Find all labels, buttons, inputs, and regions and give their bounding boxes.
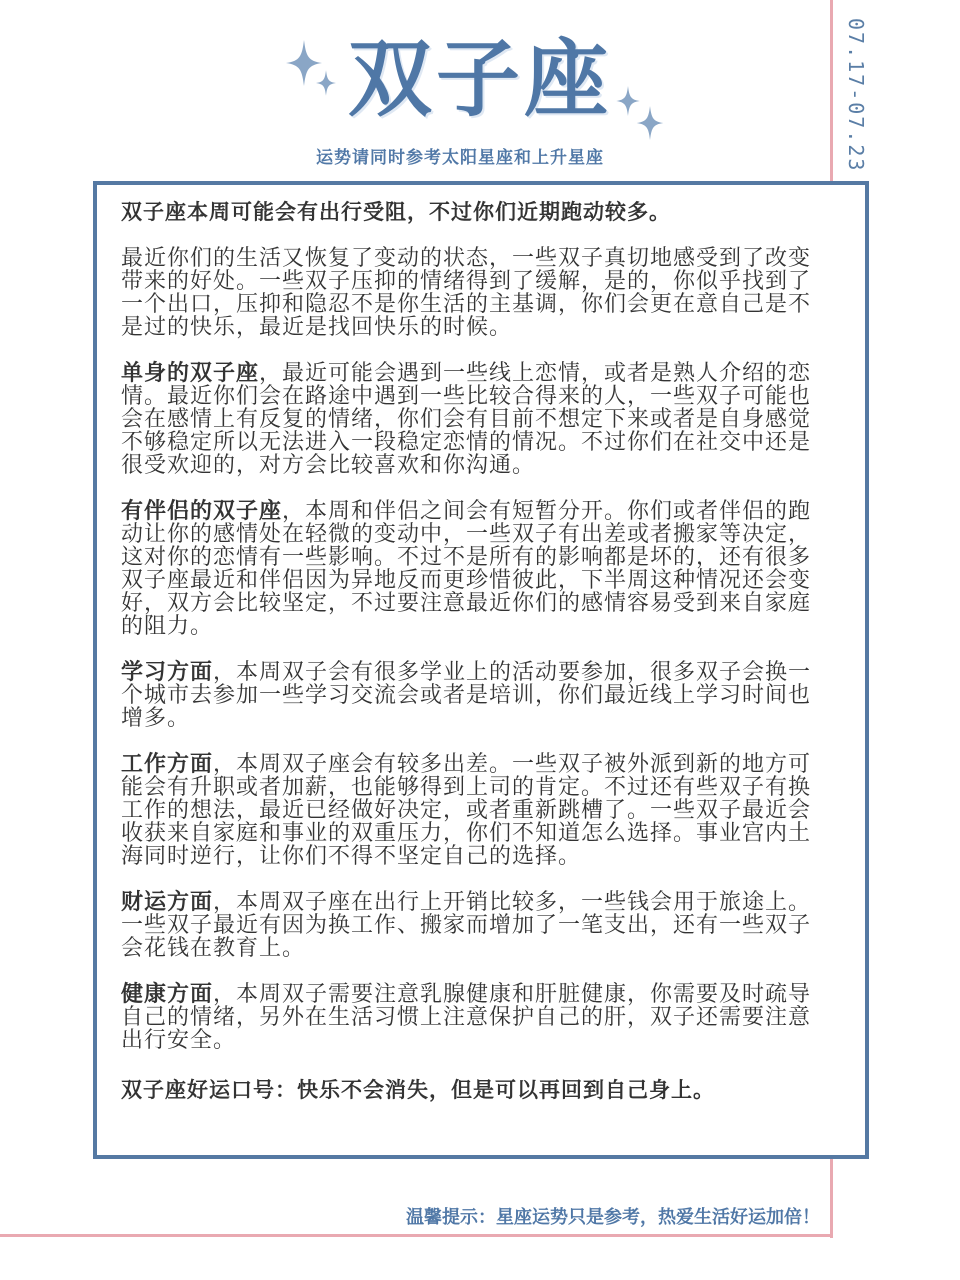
single-text: ，最近可能会遇到一些线上恋情，或者是熟人介绍的恋情。最近你们会在路途中遇到一些比较合得来的人，一些双子可能也会在感情上有反复的情绪，你们会有目前不想定下来或者是自身感觉不够稳定所以无法进入一段稳定恋情的情况。不过你们在社交中还是很受欢迎的，对方会比较喜欢和你沟通。: [121, 361, 812, 478]
content-body: [121, 197, 821, 1105]
date-range: 07.17-07.23: [844, 18, 868, 173]
partnered-text: ，本周和伴侣之间会有短暂分开。你们或者伴侣的跑动让你的感情处在轻微的变动中，一些双子有出差或者搬家等决定，这对你的恋情有一些影响。不过不是所有的影响都是坏的，还有很多双子座最近和伴侣因为异地反而更珍惜彼此，下半周这种情况还会变好，双方会比较坚定，不过要注意最近你们的感情容易受到来自家庭的阻力。: [121, 499, 812, 639]
health-heading: 健康方面: [121, 982, 214, 1007]
intro-paragraph: 最近你们的生活又恢复了变动的状态，一些双子真切地感受到了改变带来的好处。一些双子压抑的情绪得到了缓解，是的，你似乎找到了一个出口，压抑和隐忍不是你生活的主基调，你们会更在意自己是不是过的快乐，最近是找回快乐的时候。: [121, 246, 812, 340]
study-paragraph: [121, 661, 821, 730]
lead-sentence: 双子座本周可能会有出行受阻，不过你们近期跑动较多。: [121, 200, 671, 224]
sparkle-icon: [316, 70, 336, 96]
wealth-heading: 财运方面: [121, 890, 214, 915]
sparkle-icon: [636, 106, 664, 140]
subtitle: 运势请同时参考太阳星座和上升星座: [316, 148, 604, 168]
pink-horizontal-line: [0, 1234, 833, 1237]
partnered-paragraph: [121, 500, 821, 638]
health-text: ，本周双子需要注意乳腺健康和肝脏健康，你需要及时疏导自己的情绪，另外在生活习惯上注意保护自己的肝，双子还需要注意出行安全。: [121, 982, 812, 1053]
study-text: ，本周双子会有很多学业上的活动要参加，很多双子会换一个城市去参加一些学习交流会或者是培训，你们最近线上学习时间也增多。: [121, 660, 812, 731]
single-heading: 单身的双子座: [121, 361, 260, 386]
partnered-heading: 有伴侣的双子座: [121, 499, 283, 524]
work-paragraph: [121, 753, 821, 868]
footer-tip: 温馨提示：星座运势只是参考，热爱生活好运加倍！: [406, 1207, 820, 1228]
wealth-paragraph: [121, 891, 821, 960]
work-heading: 工作方面: [121, 752, 214, 777]
lucky-slogan: 双子座好运口号：快乐不会消失，但是可以再回到自己身上。: [121, 1078, 715, 1102]
health-paragraph: [121, 983, 821, 1052]
content-card: [93, 181, 869, 1159]
page-title: 双子座: [347, 30, 612, 128]
work-text: ，本周双子座会有较多出差。一些双子被外派到新的地方可能会有升职或者加薪，也能够得到上司的肯定。不过还有些双子有换工作的想法，最近已经做好决定，或者重新跳槽了。一些双子最近会收获来自家庭和事业的双重压力，你们不知道怎么选择。事业宫内土海同时逆行，让你们不得不坚定自己的选择。: [121, 752, 812, 869]
single-paragraph: [121, 362, 821, 477]
wealth-text: ，本周双子座在出行上开销比较多，一些钱会用于旅途上。一些双子最近有因为换工作、搬家而增加了一笔支出，还有一些双子会花钱在教育上。: [121, 890, 812, 961]
study-heading: 学习方面: [121, 660, 214, 685]
